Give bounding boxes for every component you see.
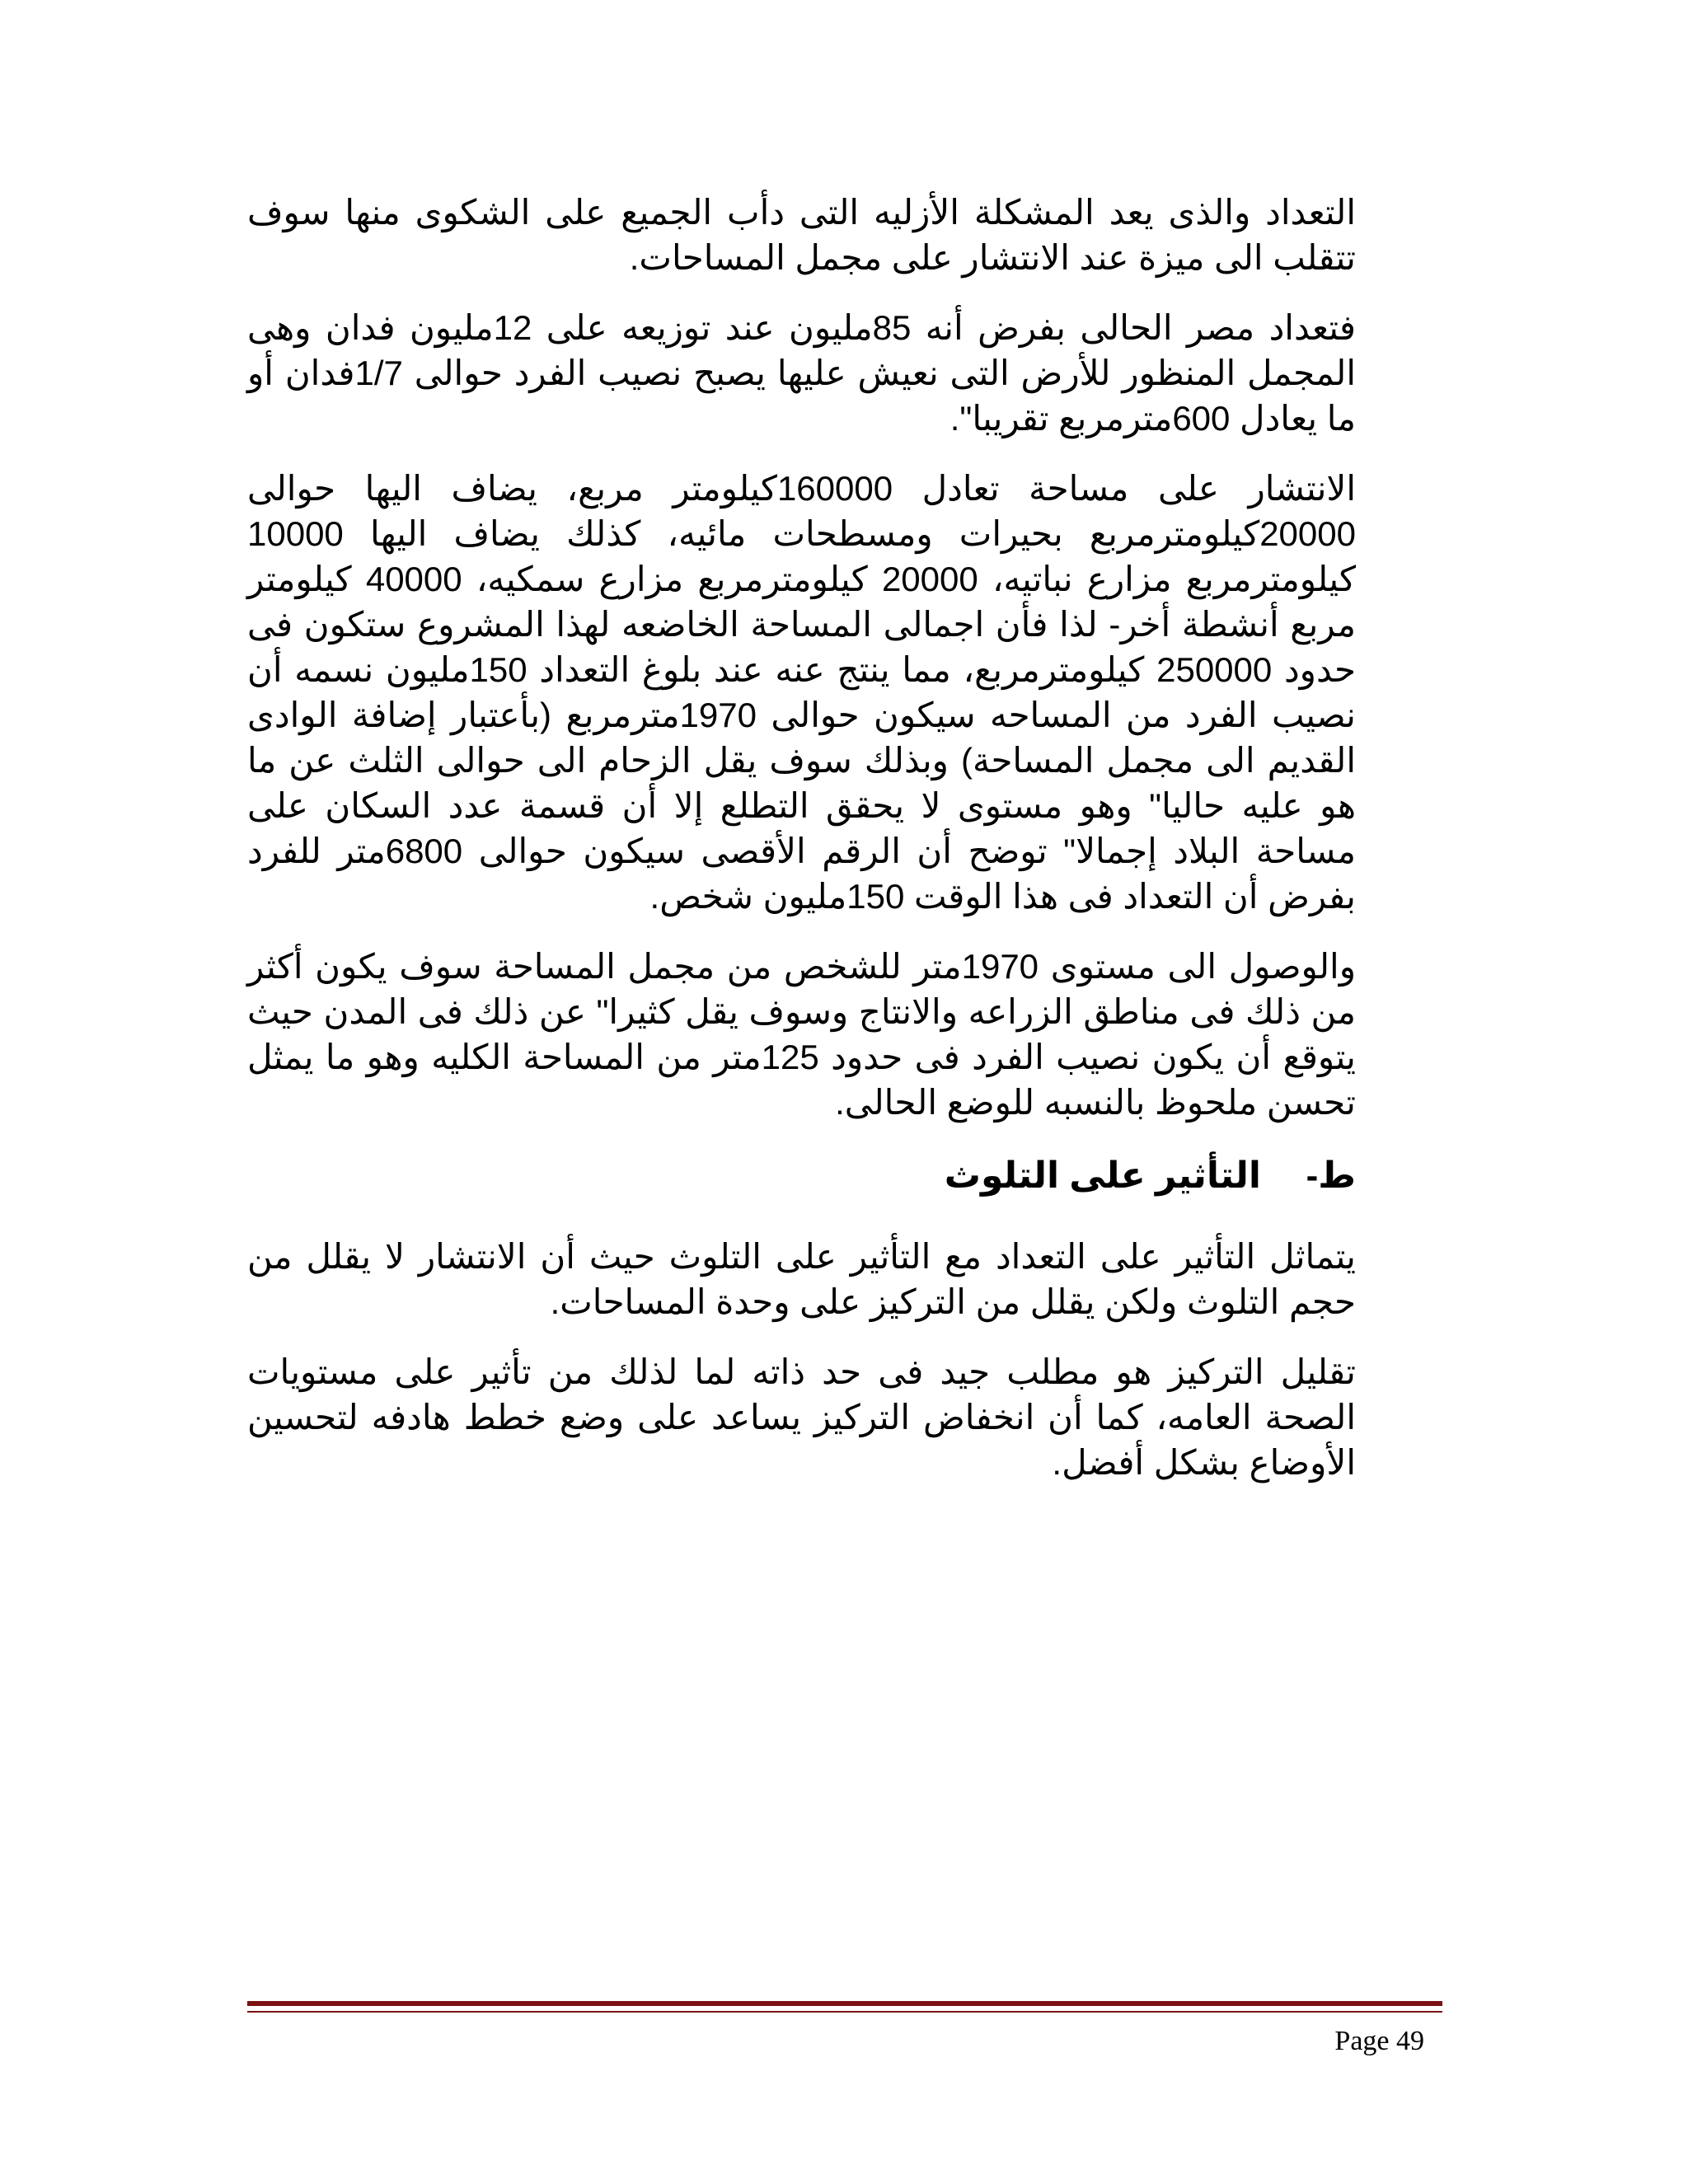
footer-rule-thin: [247, 2011, 1442, 2013]
paragraph-2: فتعداد مصر الحالى بفرض أنه 85مليون عند توزيعه على 12مليون فدان وهى المجمل المنظور للأرض التى نعيش عليها يصبح نصيب الفرد حوالى 1/7فدان أو ما يعادل 600مترمربع تقريبا".: [247, 308, 1357, 438]
footer-rule-thick: [247, 2001, 1442, 2006]
section-heading: [247, 1151, 1356, 1201]
paragraph-6: تقليل التركيز هو مطلب جيد فى حد ذاته لما لذلك من تأثير على مستويات الصحة العامه، كما أن انخفاض التركيز يساعد على وضع خطط هادفه لتحسين الأوضاع بشكل أفضل.: [247, 1352, 1356, 1482]
paragraph-1: التعداد والذى يعد المشكلة الأزليه التى دأب الجميع على الشكوى منها سوف تتقلب الى ميزة عند الانتشار على مجمل المساحات.: [247, 193, 1356, 277]
section-marker: ط-: [1306, 1155, 1356, 1196]
document-body: [247, 190, 1356, 1510]
page-number: Page 49: [1334, 2026, 1424, 2056]
section-title: التأثير على التلوث: [944, 1155, 1261, 1196]
paragraph-3: الانتشار على مساحة تعادل 160000كيلومتر مربع، يضاف اليها حوالى 20000كيلومترمربع بحيرات ومسطحات مائيه، كذلك يضاف اليها 10000 كيلومترمربع مزارع نباتيه، 20000 كيلومترمربع مزارع سمكيه، 40000 كيلومتر مربع أنشطة أخر- لذا فأن اجمالى المساحة الخاضعه لهذا المشروع ستكون فى حدود 250000 كيلومترمربع، مما ينتج عنه عند بلوغ التعداد 150مليون نسمه أن نصيب الفرد من المساحه سيكون حوالى 1970مترمربع (بأعتبار إضافة الوادى القديم الى مجمل المساحة) وبذلك سوف يقل الزحام الى حوالى الثلث عن ما هو عليه حاليا" وهو مستوى لا يحقق التطلع إلا أن قسمة عدد السكان على مساحة البلاد إجمالا" توضح أن الرقم الأقصى سيكون حوالى 6800متر للفرد بفرض أن التعداد فى هذا الوقت 150مليون شخص.: [247, 469, 1357, 916]
paragraph-5: يتماثل التأثير على التعداد مع التأثير على التلوث حيث أن الانتشار لا يقلل من حجم التلوث ولكن يقلل من التركيز على وحدة المساحات.: [247, 1237, 1356, 1321]
paragraph-4: والوصول الى مستوى 1970متر للشخص من مجمل المساحة سوف يكون أكثر من ذلك فى مناطق الزراعه والانتاج وسوف يقل كثيرا" عن ذلك فى المدن حيث يتوقع أن يكون نصيب الفرد فى حدود 125متر من المساحة الكليه وهو ما يمثل تحسن ملحوظ بالنسبه للوضع الحالى.: [247, 947, 1356, 1122]
